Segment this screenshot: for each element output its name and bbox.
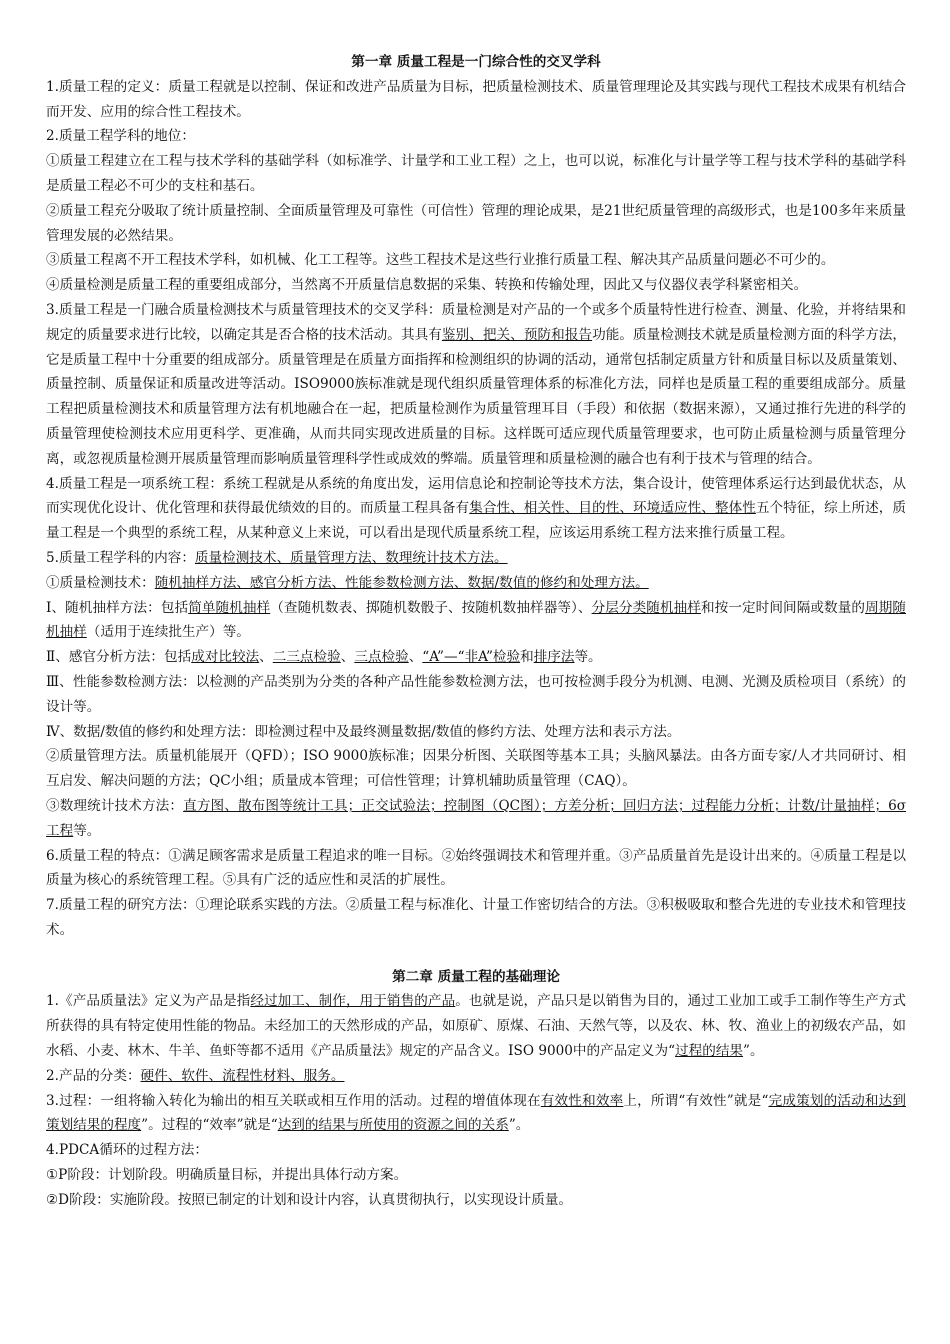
- text: 2.产品的分类：: [46, 1067, 141, 1084]
- text: ”。: [743, 1043, 764, 1060]
- text: 等。: [574, 649, 602, 666]
- text: 功能。质量检测技术就是质量检测方面的科学方法，它是质量工程中十分重要的组成部分。质量管理是在质量方面指挥和检测组织的协调的活动，通常包括制定质量方针和质量目标以及质量策划、质量控制、质量保证和质量改进等活动。ISO9000族标准就是现代组织质量管理体系的标准化方法，同样也是质量工程的重要组成部分。质量工程把质量检测技术和质量管理方法有机地融合在一起，把质量检测作为质量管理耳目（手段）和依据（数据来源），又通过推行先进的科学的质量管理使检测技术应用更科学、更准确，从而共同实现改进质量的目标。这样既可适应现代质量管理要求，也可防止质量检测与质量管理分离，或忽视质量检测开展质量管理而影响质量管理科学性或成效的弊端。质量管理和质量检测的融合也有利于技术与管理的结合。: [46, 326, 907, 467]
- paragraph: [46, 645, 906, 670]
- paragraph: ②D阶段：实施阶段。按照已制定的计划和设计内容，认真贯彻执行，以实现设计质量。: [46, 1191, 573, 1208]
- paragraph: [46, 546, 906, 571]
- text: 3.质量工程是一门融合质量检测技术与质量管理技术的交叉学科：质量检测是对产品的一个或多个质量特性进行检查、测量、化验，并将结果和规定的质量要求进行比较，以确定其是否合格的技术活动。其具有: [46, 301, 906, 343]
- paragraph: ④质量检测是质量工程的重要组成部分，当然离不开质量信息数据的采集、转换和传输处理，因此又与仪器仪表学科紧密相关。: [46, 277, 808, 294]
- paragraph: [46, 472, 906, 546]
- underlined-text: 三点检验: [354, 649, 409, 666]
- underlined-text: 随机抽样方法、感官分析方法、性能参数检测方法、数据/数值的修约和处理方法。: [154, 574, 649, 591]
- paragraph: [46, 298, 906, 472]
- text: 、: [408, 649, 423, 666]
- underlined-text: 成对比较法: [191, 649, 260, 666]
- underlined-text: 经过加工、制作，用于销售的产品: [250, 993, 456, 1010]
- text: ③数理统计技术方法：: [46, 797, 184, 814]
- paragraph: ③质量工程离不开工程技术学科，如机械、化工工程等。这些工程技术是这些行业推行质量工程、解决其产品质量问题必不可少的。: [46, 252, 835, 269]
- paragraph: ①P阶段：计划阶段。明确质量目标，并提出具体行动方案。: [46, 1167, 408, 1184]
- paragraph: 7.质量工程的研究方法：①理论联系实践的方法。②质量工程与标准化、计量工作密切结合的方法。③积极吸取和整合先进的专业技术和管理技术。: [46, 897, 906, 938]
- paragraph: Ⅲ、性能参数检测方法：以检测的产品类别为分类的各种产品性能参数检测方法，也可按检测手段分为机测、电测、光测及质检项目（系统）的设计等。: [46, 673, 906, 715]
- chapter-2-title: 第二章 质量工程的基础理论: [392, 968, 560, 985]
- text: Ⅱ、感官分析方法：包括: [46, 649, 192, 666]
- text: Ⅰ、随机抽样方法：包括: [46, 599, 189, 616]
- text: ①质量检测技术：: [46, 574, 155, 591]
- text: 、: [340, 649, 355, 666]
- text: ”。过程的“效率”就是“: [141, 1117, 278, 1134]
- underlined-text: 二三点检验: [272, 649, 341, 666]
- paragraph: 4.PDCA循环的过程方法：: [46, 1142, 208, 1159]
- underlined-text: 集合性、相关性、目的性、环境适应性、整体性: [469, 500, 756, 517]
- paragraph: [46, 1064, 906, 1089]
- underlined-text: 达到的结果与所使用的资源之间的关系: [277, 1117, 509, 1134]
- text: 等。: [73, 822, 101, 839]
- underlined-text: “A”—“非A”检验: [422, 649, 521, 666]
- text: 。也就是说，产品只是以销售为目的，通过工业加工或手工制作等生产方式所获得的具有特定使用性能的物品。未经加工的天然形成的产品，如原矿、原煤、石油、天然气等，以及农、林、牧、渔业上的初级农产品，如水稻、小麦、林木、牛羊、鱼虾等都不适用《产品质量法》规定的产品含义。ISO 9000中的产品定义为“: [46, 993, 907, 1060]
- underlined-text: 分层分类随机抽样: [591, 599, 701, 616]
- paragraph: ②质量工程充分吸取了统计质量控制、全面质量管理及可靠性（可信性）管理的理论成果，是21世纪质量管理的高级形式，也是100多年来质量管理发展的必然结果。: [46, 202, 906, 244]
- paragraph: ②质量管理方法。质量机能展开（QFD）；ISO 9000族标准；因果分析图、关联图等基本工具；头脑风暴法。由各方面专家/人才共同研讨、相互启发、解决问题的方法；QC小组；质量成本管理；可信性管理；计算机辅助质量管理（CAQ）。: [46, 748, 906, 790]
- paragraph: [46, 989, 906, 1063]
- document-page: [46, 50, 906, 1213]
- paragraph: 1.质量工程的定义：质量工程就是以控制、保证和改进产品质量为目标，把质量检测技术、质量管理理论及其实践与现代工程技术成果有机结合而开发、应用的综合性工程技术。: [46, 78, 906, 120]
- underlined-text: 周期随机抽样: [46, 599, 907, 641]
- text: 1.《产品质量法》定义为产品是指: [46, 993, 251, 1010]
- underlined-text: 简单随机抽样: [188, 599, 271, 616]
- underlined-text: 质量检测技术、质量管理方法、数理统计技术方法。: [194, 549, 508, 566]
- paragraph: 2.质量工程学科的地位：: [46, 128, 195, 145]
- text: 和: [520, 649, 534, 666]
- text: 3.过程：一组将输入转化为输出的相互关联或相互作用的活动。过程的增值体现在: [46, 1092, 541, 1109]
- underlined-text: 鉴别、把关、预防和报告: [441, 326, 593, 343]
- paragraph: ①质量工程建立在工程与技术学科的基础学科（如标准学、计量学和工业工程）之上，也可以说，标准化与计量学等工程与技术学科的基础学科是质量工程必不可少的支柱和基石。: [46, 153, 906, 194]
- paragraph: [46, 571, 906, 596]
- text: 上，所谓“有效性”就是“: [623, 1092, 769, 1109]
- text: ”。: [508, 1117, 530, 1134]
- text: （查随机数表、掷随机数骰子、按随机数抽样器等）、: [270, 599, 592, 616]
- text: 5.质量工程学科的内容：: [46, 549, 195, 566]
- underlined-text: 硬件、软件、流程性材料、服务。: [140, 1067, 345, 1084]
- text: 和按一定时间间隔或数量的: [700, 599, 866, 616]
- paragraph: [46, 596, 906, 646]
- text: 五个特征，综上所述，质量工程是一个典型的系统工程，从某种意义上来说，可以看出是现代质量系统工程，应该运用系统工程方法来推行质量工程。: [46, 500, 907, 542]
- underlined-text: 有效性和效率: [540, 1092, 624, 1109]
- text: 4.质量工程是一项系统工程：系统工程就是从系统的角度出发，运用信息论和控制论等技术方法，集合设计，使管理体系运行达到最优状态，从而实现优化设计、优化管理和获得最优绩效的目的。而质量工程具备有: [46, 475, 906, 517]
- paragraph: Ⅳ、数据/数值的修约和处理方法：即检测过程中及最终测量数据/数值的修约方法、处理方法和表示方法。: [46, 723, 681, 740]
- paragraph: 6.质量工程的特点：①满足顾客需求是质量工程追求的唯一目标。②始终强调技术和管理并重。③产品质量首先是设计出来的。④质量工程是以质量为核心的系统管理工程。⑤具有广泛的适应性和灵活的扩展性。: [46, 847, 906, 889]
- section-gap: [46, 943, 906, 965]
- chapter-1-title: 第一章 质量工程是一门综合性的交叉学科: [351, 54, 601, 70]
- underlined-text: 直方图、散布图等统计工具；正交试验法；控制图（QC图）；方差分析；回归方法；过程能力分析；计数/计量抽样；6σ 工程: [46, 797, 907, 839]
- underlined-text: 排序法: [533, 649, 575, 666]
- underlined-text: 完成策划的活动和达到策划结果的程度: [46, 1092, 907, 1134]
- text: （适用于连续批生产）等。: [86, 624, 250, 641]
- underlined-text: 过程的结果: [675, 1043, 744, 1060]
- paragraph: [46, 1089, 906, 1139]
- paragraph: [46, 794, 906, 844]
- text: 、: [259, 649, 273, 666]
